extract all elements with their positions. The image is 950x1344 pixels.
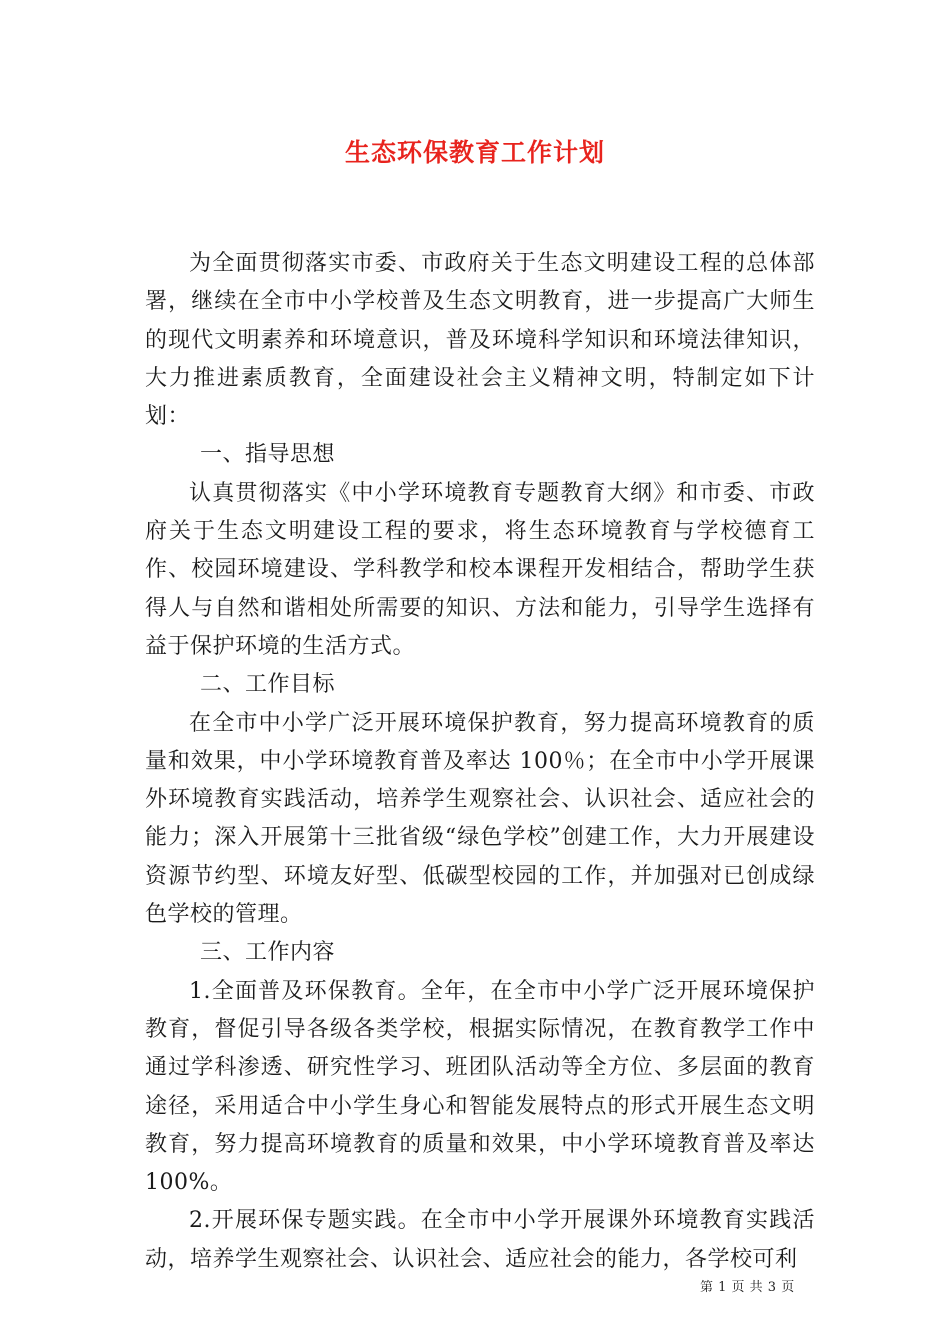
paragraph-content-item-2: 2.开展环保专题实践。在全市中小学开展课外环境教育实践活动，培养学生观察社会、认识社会、适应社会的能力，各学校可利 [145,1208,815,1272]
section-heading-work-content: 三、工作内容 [200,940,336,966]
section-heading-work-goals: 二、工作目标 [200,672,336,698]
document-body [145,245,815,1279]
document-title: 生态环保教育工作计划 [344,138,605,167]
intro-paragraph: 为全面贯彻落实市委、市政府关于生态文明建设工程的总体部署，继续在全市中小学校普及生态文明教育，进一步提高广大师生的现代文明素养和环境意识，普及环境科学知识和环境法律知识，大力推进素质教育，全面建设社会主义精神文明，特制定如下计划： [145,251,815,430]
paragraph-content-item-1: 1.全面普及环保教育。全年，在全市中小学广泛开展环境保护教育，督促引导各级各类学校，根据实际情况，在教育教学工作中通过学科渗透、研究性学习、班团队活动等全方位、多层面的教育途径，采用适合中小学生身心和智能发展特点的形式开展生态文明教育，努力提高环境教育的质量和效果，中小学环境教育普及率达100%。 [145,978,815,1196]
section-heading-guiding-ideology: 一、指导思想 [200,442,336,468]
paragraph-work-goals: 在全市中小学广泛开展环境保护教育，努力提高环境教育的质量和效果，中小学环境教育普及率达 100％；在全市中小学开展课外环境教育实践活动，培养学生观察社会、认识社会、适应社会的能力；深入开展第十三批省级“绿色学校”创建工作，大力开展建设资源节约型、环境友好型、低碳型校园的工作，并加强对已创成绿色学校的管理。 [145,710,815,928]
page-number-footer: 第 1 页 共 3 页 [700,1280,795,1295]
paragraph-guiding-ideology: 认真贯彻落实《中小学环境教育专题教育大纲》和市委、市政府关于生态文明建设工程的要求，将生态环境教育与学校德育工作、校园环境建设、学科教学和校本课程开发相结合，帮助学生获得人与自然和谐相处所需要的知识、方法和能力，引导学生选择有益于保护环境的生活方式。 [145,480,815,659]
